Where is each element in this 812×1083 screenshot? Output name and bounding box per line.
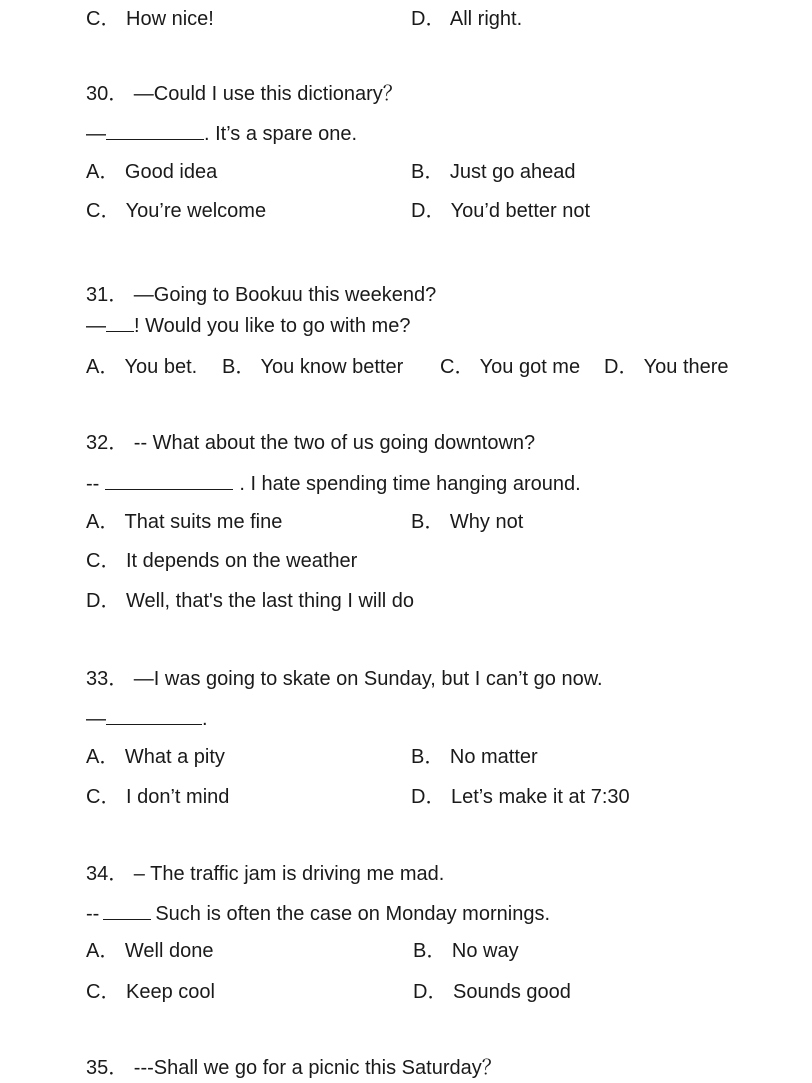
q35-prompt: 35． ---Shall we go for a picnic this Saturday？ — [86, 1057, 502, 1079]
q31-option-b: B． You know better — [222, 356, 404, 378]
q32-option-b: B． Why not — [411, 511, 524, 533]
q30-option-b: B． Just go ahead — [411, 161, 576, 183]
q32-option-c: C． It depends on the weather — [86, 550, 358, 572]
q31-option-d: D． You there — [604, 356, 729, 378]
q31-reply-prefix: — — [86, 315, 106, 337]
q33-answer-blank[interactable] — [106, 706, 202, 725]
q32-answer-blank[interactable] — [105, 471, 233, 490]
q34-answer-blank[interactable] — [103, 901, 151, 920]
q29-option-c: C． How nice! — [86, 8, 214, 30]
q31-reply — [86, 313, 410, 338]
q33-prompt: 33． —I was going to skate on Sunday, but I can’t go now. — [86, 668, 603, 690]
q31-option-c: C． You got me — [440, 356, 581, 378]
q31-prompt: 31． —Going to Bookuu this weekend? — [86, 284, 437, 306]
q30-option-d: D． You’d better not — [411, 200, 591, 222]
q33-option-d: D． Let’s make it at 7:30 — [411, 786, 630, 808]
q30-option-c: C． You’re welcome — [86, 200, 267, 222]
q33-reply — [86, 706, 208, 731]
q33-reply-suffix: . — [202, 708, 208, 730]
q34-reply — [86, 901, 550, 926]
q33-reply-prefix: — — [86, 708, 106, 730]
q30-answer-blank[interactable] — [106, 121, 204, 140]
q32-reply-suffix: . I hate spending time hanging around. — [239, 473, 581, 495]
q31-answer-blank[interactable] — [106, 313, 134, 332]
q32-option-d: D． Well, that's the last thing I will do — [86, 590, 415, 612]
q34-prompt: 34． – The traffic jam is driving me mad. — [86, 863, 445, 885]
q34-option-b: B． No way — [413, 940, 519, 962]
q32-option-a: A． That suits me fine — [86, 511, 283, 533]
q30-reply-prefix: — — [86, 123, 106, 145]
q34-option-a: A． Well done — [86, 940, 214, 962]
q30-option-a: A． Good idea — [86, 161, 218, 183]
q33-option-a: A． What a pity — [86, 746, 225, 768]
q34-reply-suffix: Such is often the case on Monday mornings. — [155, 903, 550, 925]
q30-prompt: 30． —Could I use this dictionary？ — [86, 83, 403, 105]
q32-reply — [86, 471, 581, 496]
q33-option-c: C． I don’t mind — [86, 786, 230, 808]
q34-option-d: D． Sounds good — [413, 981, 571, 1003]
q31-reply-suffix: ! Would you like to go with me? — [134, 315, 411, 337]
q30-reply — [86, 121, 357, 146]
q32-reply-prefix: -- — [86, 473, 100, 495]
q33-option-b: B． No matter — [411, 746, 538, 768]
q29-option-d: D． All right. — [411, 8, 523, 30]
q30-reply-suffix: . It’s a spare one. — [204, 123, 358, 145]
q32-prompt: 32． -- What about the two of us going downtown? — [86, 432, 536, 454]
q34-option-c: C． Keep cool — [86, 981, 215, 1003]
q31-option-a: A． You bet. — [86, 356, 198, 378]
q34-reply-prefix: -- — [86, 903, 100, 925]
